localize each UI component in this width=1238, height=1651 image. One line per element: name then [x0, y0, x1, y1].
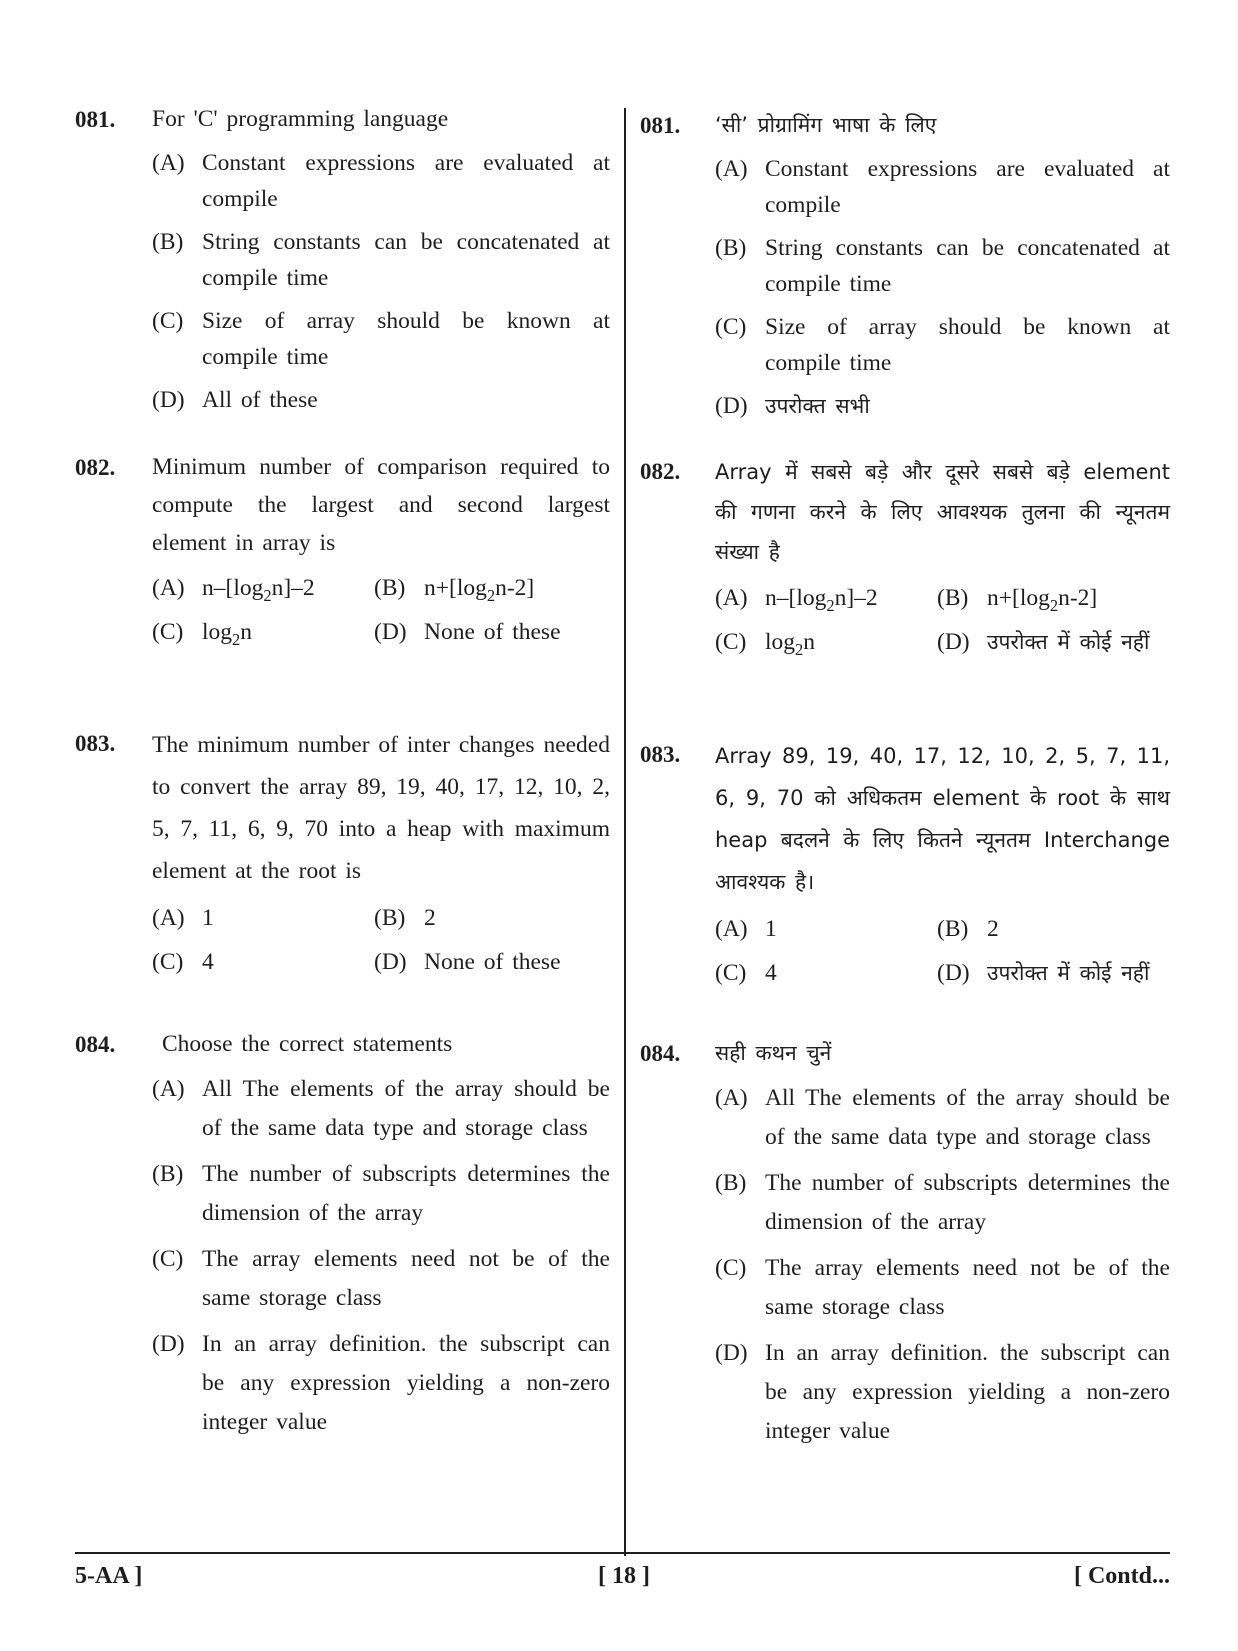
question-81 — [640, 106, 1170, 424]
option-d: (D) उपरोक्त सभी — [715, 393, 870, 419]
question-83 — [75, 724, 610, 980]
question-84 — [640, 1034, 1170, 1451]
option-b: (B) $n+[\log_2n-2]$ — [937, 585, 1098, 615]
question-number: 083. — [640, 742, 681, 767]
option-b: (B) String constants can be concatenated at compile time — [152, 229, 610, 291]
option-b: (B) 2 — [937, 916, 999, 942]
booklet-code: 5-AA ] — [75, 1563, 143, 1589]
option-d: (D) None of these — [374, 619, 561, 645]
option-c: (C) 4 — [152, 949, 214, 975]
question-81 — [75, 100, 610, 418]
question-82 — [640, 452, 1170, 660]
option-b: (B) String constants can be concatenated at compile time — [715, 235, 1170, 297]
option-c: (C) $\log_2n$ — [715, 629, 815, 659]
option-a: (A) 1 — [152, 905, 214, 931]
question-stem: सही कथन चुनें — [715, 1041, 832, 1065]
question-84 — [75, 1025, 610, 1442]
option-a: (A) Constant expressions are evaluated at compile — [152, 150, 610, 212]
option-d: (D) उपरोक्त में कोई नहीं — [937, 960, 1150, 986]
question-stem: ‘सी’ प्रोग्रामिंग भाषा के लिए — [715, 113, 937, 137]
question-82 — [75, 448, 610, 650]
option-d: (D) उपरोक्त में कोई नहीं — [937, 629, 1150, 655]
option-d: (D) In an array definition. the subscript can be any expression yielding a non-zero integer value — [152, 1331, 610, 1435]
option-b: (B) $n+[\log_2n-2]$ — [374, 575, 535, 605]
question-number: 082. — [640, 459, 681, 484]
option-d: (D) None of these — [374, 949, 561, 975]
option-b: (B) 2 — [374, 905, 436, 931]
question-number: 081. — [75, 107, 116, 132]
question-number: 084. — [75, 1032, 116, 1057]
option-b: (B) The number of subscripts determines the dimension of the array — [152, 1161, 610, 1226]
question-stem: Array में सबसे बड़े और दूसरे सबसे बड़े element की गणना करने के लिए आवश्यक तुलना की न्यूनतम संख्या है — [715, 460, 1170, 564]
question-stem: Minimum number of comparison required to compute the largest and second largest element in array is — [152, 454, 610, 556]
question-number: 083. — [75, 731, 116, 756]
option-c: (C) The array elements need not be of the same storage class — [715, 1255, 1170, 1320]
question-stem: The minimum number of inter changes needed to convert the array 89, 19, 40, 17, 12, 10, 2, 5, 7, 11, 6, 9, 70 into a heap with maximum element at the root is — [152, 732, 610, 884]
question-number: 081. — [640, 113, 681, 138]
option-d: (D) In an array definition. the subscript can be any expression yielding a non-zero integer value — [715, 1340, 1170, 1444]
option-a: (A) All The elements of the array should be of the same data type and storage class — [715, 1085, 1170, 1150]
option-a: (A) Constant expressions are evaluated at compile — [715, 156, 1170, 218]
option-a: (A) $n-[\log_2n]-2$ — [715, 585, 878, 615]
option-c: (C) 4 — [715, 960, 777, 986]
question-83 — [640, 735, 1170, 991]
question-stem: For 'C' programming language — [152, 106, 449, 132]
question-stem: Choose the correct statements — [162, 1031, 453, 1057]
column-divider — [624, 108, 626, 1556]
option-a: (A) $n-[\log_2n]-2$ — [152, 575, 315, 605]
page-number: [ 18 ] — [598, 1563, 650, 1589]
continued-label: [ Contd... — [1073, 1563, 1170, 1589]
footer-rule — [75, 1552, 1170, 1554]
option-b: (B) The number of subscripts determines the dimension of the array — [715, 1170, 1170, 1235]
question-stem: Array 89, 19, 40, 17, 12, 10, 2, 5, 7, 11, 6, 9, 70 को अधिकतम element के root के साथ heap बदलने के लिए कितने न्यूनतम Interchange आवश्यक है। — [715, 744, 1170, 894]
option-d: (D) All of these — [152, 387, 318, 413]
option-a: (A) All The elements of the array should be of the same data type and storage class — [152, 1076, 610, 1141]
option-c: (C) Size of array should be known at compile time — [152, 308, 610, 370]
option-a: (A) 1 — [715, 916, 777, 942]
option-c: (C) The array elements need not be of the same storage class — [152, 1246, 610, 1311]
question-number: 084. — [640, 1041, 681, 1066]
option-c: (C) $\log_2n$ — [152, 619, 252, 649]
option-c: (C) Size of array should be known at compile time — [715, 314, 1170, 376]
question-number: 082. — [75, 455, 116, 480]
